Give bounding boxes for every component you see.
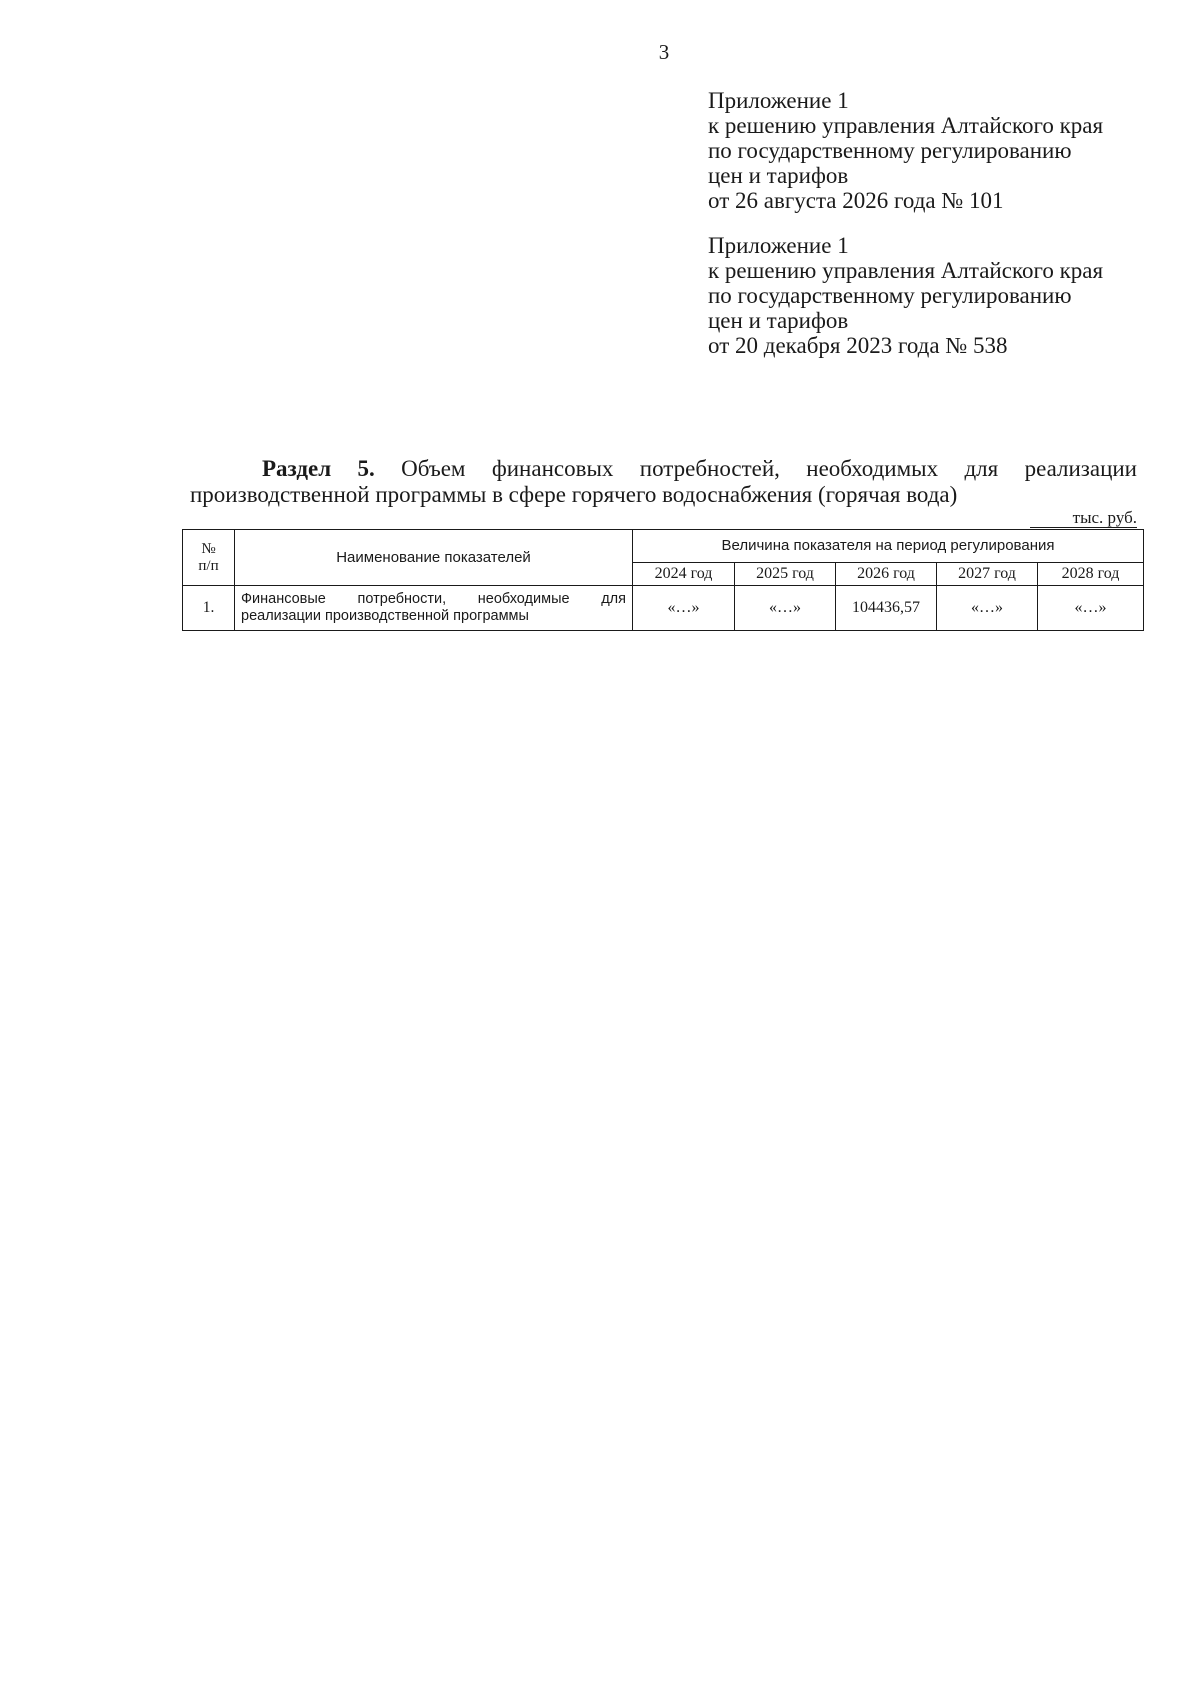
column-header-period: Величина показателя на период регулирования	[633, 530, 1144, 563]
units-label: тыс. руб.	[1072, 508, 1137, 527]
section-heading	[190, 456, 1137, 508]
section-label: Раздел 5.	[262, 456, 375, 481]
section-title-line-2: производственной программы в сфере горячего водоснабжения (горячая вода)	[190, 482, 958, 507]
appendix-line: по государственному регулированию	[708, 283, 1072, 308]
appendix-line: цен и тарифов	[708, 308, 849, 333]
appendix-title: Приложение 1	[708, 88, 849, 113]
column-header-year: 2024 год	[633, 563, 735, 586]
column-header-number-text: № п/п	[198, 540, 219, 574]
appendix-line: к решению управления Алтайского края	[708, 113, 1104, 138]
units-underline	[1030, 527, 1137, 528]
column-header-name: Наименование показателей	[235, 530, 633, 586]
financial-needs-table	[182, 529, 1144, 631]
appendix-line: по государственному регулированию	[708, 138, 1072, 163]
column-header-year: 2026 год	[836, 563, 937, 586]
appendix-line: к решению управления Алтайского края	[708, 258, 1104, 283]
appendix-header-original	[708, 233, 1168, 358]
row-value-2027: «…»	[937, 586, 1038, 631]
appendix-date: от 20 декабря 2023 года № 538	[708, 333, 1008, 358]
column-header-year: 2027 год	[937, 563, 1038, 586]
row-indicator-name: Финансовые потребности, необходимые для реализации производственной программы	[235, 586, 633, 631]
table-row	[183, 586, 1144, 631]
row-value-2024: «…»	[633, 586, 735, 631]
appendix-title: Приложение 1	[708, 233, 849, 258]
appendix-line: цен и тарифов	[708, 163, 849, 188]
row-value-2025: «…»	[735, 586, 836, 631]
column-header-year: 2025 год	[735, 563, 836, 586]
page-number: 3	[658, 40, 670, 64]
column-header-year: 2028 год	[1038, 563, 1144, 586]
section-title-text: Объем финансовых потребностей, необходимых для реализации	[401, 456, 1137, 481]
row-number: 1.	[183, 586, 235, 631]
appendix-header-new	[708, 88, 1168, 213]
section-heading-line-1	[190, 456, 1137, 482]
row-value-2028: «…»	[1038, 586, 1144, 631]
appendix-date: от 26 августа 2026 года № 101	[708, 188, 1004, 213]
column-header-number	[183, 530, 235, 586]
row-value-2026: 104436,57	[836, 586, 937, 631]
